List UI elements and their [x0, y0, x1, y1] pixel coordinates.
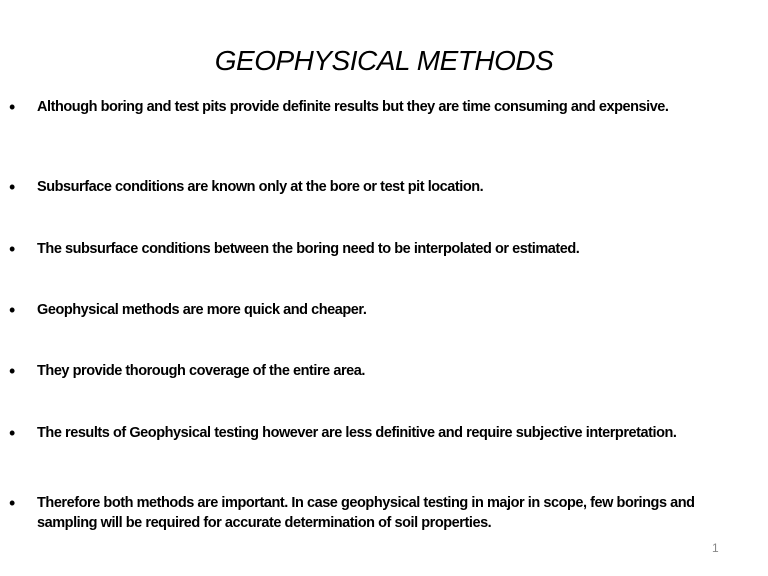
bullet-icon: • — [9, 361, 16, 381]
bullet-text: The subsurface conditions between the boring need to be interpolated or estimated. — [37, 241, 580, 257]
bullet-text: Although boring and test pits provide definite results but they are time consuming and expensive. — [37, 99, 669, 115]
bullet-icon: • — [9, 97, 16, 117]
bullet-icon: • — [9, 423, 16, 443]
bullet-icon: • — [9, 239, 16, 259]
bullet-text: Geophysical methods are more quick and cheaper. — [37, 302, 367, 318]
bullet-text: The results of Geophysical testing however are less definitive and require subjective interpretation. — [37, 425, 677, 441]
bullet-icon: • — [9, 177, 16, 197]
bullet-text: Subsurface conditions are known only at the bore or test pit location. — [37, 179, 484, 195]
page-number: 1 — [712, 541, 719, 555]
bullet-icon: • — [9, 300, 16, 320]
slide-title: GEOPHYSICAL METHODS — [214, 45, 554, 76]
bullet-text: Therefore both methods are important. In case geophysical testing in major in scope, few borings and sampling will be required for accurate determination of soil properties. — [37, 495, 695, 531]
bullet-icon: • — [9, 493, 16, 513]
bullet-text: They provide thorough coverage of the entire area. — [37, 363, 365, 379]
